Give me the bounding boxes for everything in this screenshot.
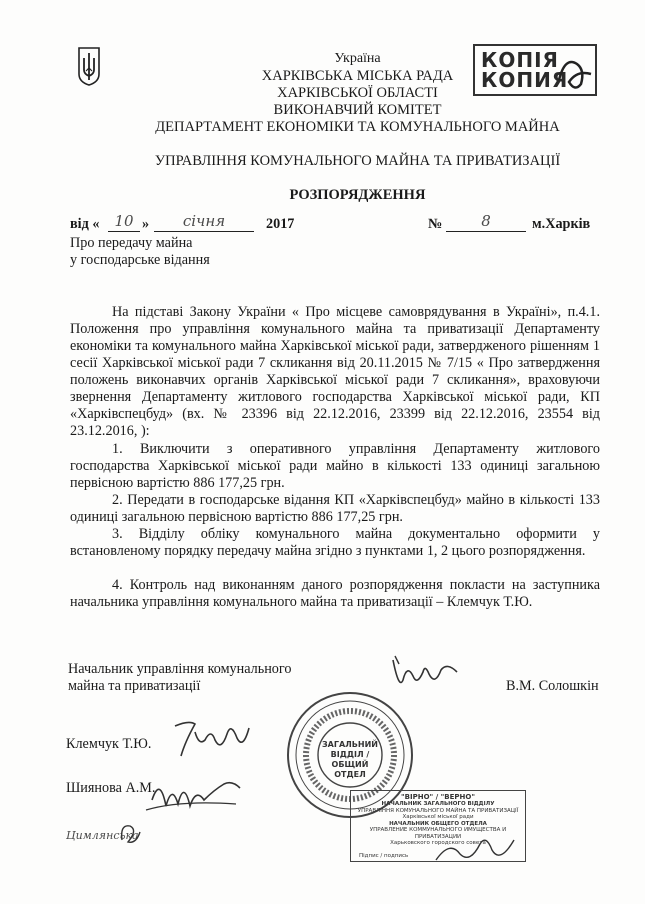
signatory-name: В.М. Солошкін	[506, 678, 599, 694]
stamp-scribble	[555, 50, 597, 94]
header-office: УПРАВЛІННЯ КОМУНАЛЬНОГО МАЙНА ТА ПРИВАТИЗАЦІЇ	[154, 153, 561, 169]
order-item-2: 2. Передати в господарське відання КП «Харківспецбуд» майно в кількості 133 одиниці загальною первісною вартістю 886 177,25 грн.	[70, 492, 600, 525]
verify-line8: Підпис / подпись	[359, 852, 409, 859]
subject-line2: у господарське відання	[70, 252, 210, 268]
verification-signature	[430, 820, 520, 870]
header-committee: ВИКОНАВЧИЙ КОМІТЕТ	[273, 102, 442, 118]
verify-line1: "ВІРНО" / "ВЕРНО"	[401, 793, 475, 801]
verify-line6: УПРАВЛЕНИЕ КОММУНАЛЬНОГО ИМУЩЕСТВА И ПРИВАТИЗАЦИИ	[369, 827, 507, 840]
approval-shiyanova: Шиянова А.М.	[66, 780, 156, 796]
order-item-4: 4. Контроль над виконанням даного розпорядження покласти на заступника начальника управління комунального майна та приватизації – Клемчук Т.Ю.	[70, 577, 600, 610]
order-item-1: 1. Виключити з оперативного управління Департаменту житлового господарства Харківської міської ради майно в кількості 133 одиниці загальною первісною вартістю 886 177,25 грн.	[70, 441, 600, 491]
subject-line1: Про передачу майна	[70, 235, 193, 251]
copy-stamp	[473, 44, 597, 96]
header-department: ДЕПАРТАМЕНТ ЕКОНОМІКИ ТА КОМУНАЛЬНОГО МАЙНА	[155, 119, 560, 135]
seal-center-line1: ЗАГАЛЬНИЙ	[322, 740, 378, 749]
header-council: ХАРКІВСЬКА МІСЬКА РАДА	[261, 68, 454, 84]
verify-line3: УПРАВЛІННЯ КОМУНАЛЬНОГО МАЙНА ТА ПРИВАТИЗАЦІЇ	[357, 807, 519, 814]
seal-center-line2: ВІДДІЛ /	[330, 750, 370, 759]
verify-line5: НАЧАЛЬНИК ОБЩЕГО ОТДЕЛА	[389, 820, 487, 827]
date-month: січня	[182, 212, 226, 230]
preamble-paragraph: На підставі Закону України « Про місцеве самоврядування в Україні», п.4.1. Положення про управління комунального майна та приватизації Департаменту економіки та комунального майна Харківської міської ради, затвердженого рішенням 1 сесії Харківської міської ради 7 скликання від 20.11.2015 № 7/15 « Про затвердження положень виконавчих органів Харківської міської ради 7 скликання», враховуючи звернення Департаменту житлового господарства Харківської міської ради, КП «Харківспецбуд» (вх. № 23396 від 22.12.2016, 23399 від 22.12.2016, 23554 від 23.12.2016, ):	[70, 304, 600, 439]
signatory-title-line1: Начальник управління комунального	[68, 661, 292, 677]
signatory-title-line2: майна та приватизації	[68, 678, 201, 694]
header-country: Україна	[334, 51, 381, 66]
seal-center-line3: ОБЩИЙ ОТДЕЛ	[331, 760, 369, 779]
order-item-3: 3. Відділу обліку комунального майна документально оформити у встановленому порядку передачу майна згідно з пунктами 1, 2 цього розпорядження.	[70, 526, 600, 559]
header-region: ХАРКІВСЬКОЇ ОБЛАСТІ	[277, 85, 438, 101]
number-label: №	[428, 216, 443, 232]
verify-line7: Харьковского городского совета	[390, 840, 486, 846]
copy-stamp-line1: КОПІЯ	[481, 48, 559, 72]
date-number-line	[70, 212, 610, 236]
executor-name: Цимлянська	[66, 829, 139, 842]
executor-initials	[116, 818, 146, 848]
city: м.Харків	[532, 216, 591, 232]
date-year: 2017	[266, 216, 295, 232]
number-value: 8	[481, 212, 491, 230]
copy-stamp-line2: КОПИЯ	[481, 68, 569, 92]
klemchuk-signature	[165, 712, 255, 762]
date-mid: »	[142, 216, 150, 232]
date-day: 10	[114, 212, 134, 230]
verify-line2: НАЧАЛЬНИК ЗАГАЛЬНОГО ВІДДІЛУ	[381, 801, 495, 807]
shiyanova-signature	[140, 770, 250, 820]
verify-line4: Харківської міської ради	[402, 814, 474, 820]
date-prefix: від «	[70, 216, 100, 232]
approval-klemchuk: Клемчук Т.Ю.	[66, 736, 152, 752]
document-type-title: РОЗПОРЯДЖЕННЯ	[289, 187, 426, 203]
